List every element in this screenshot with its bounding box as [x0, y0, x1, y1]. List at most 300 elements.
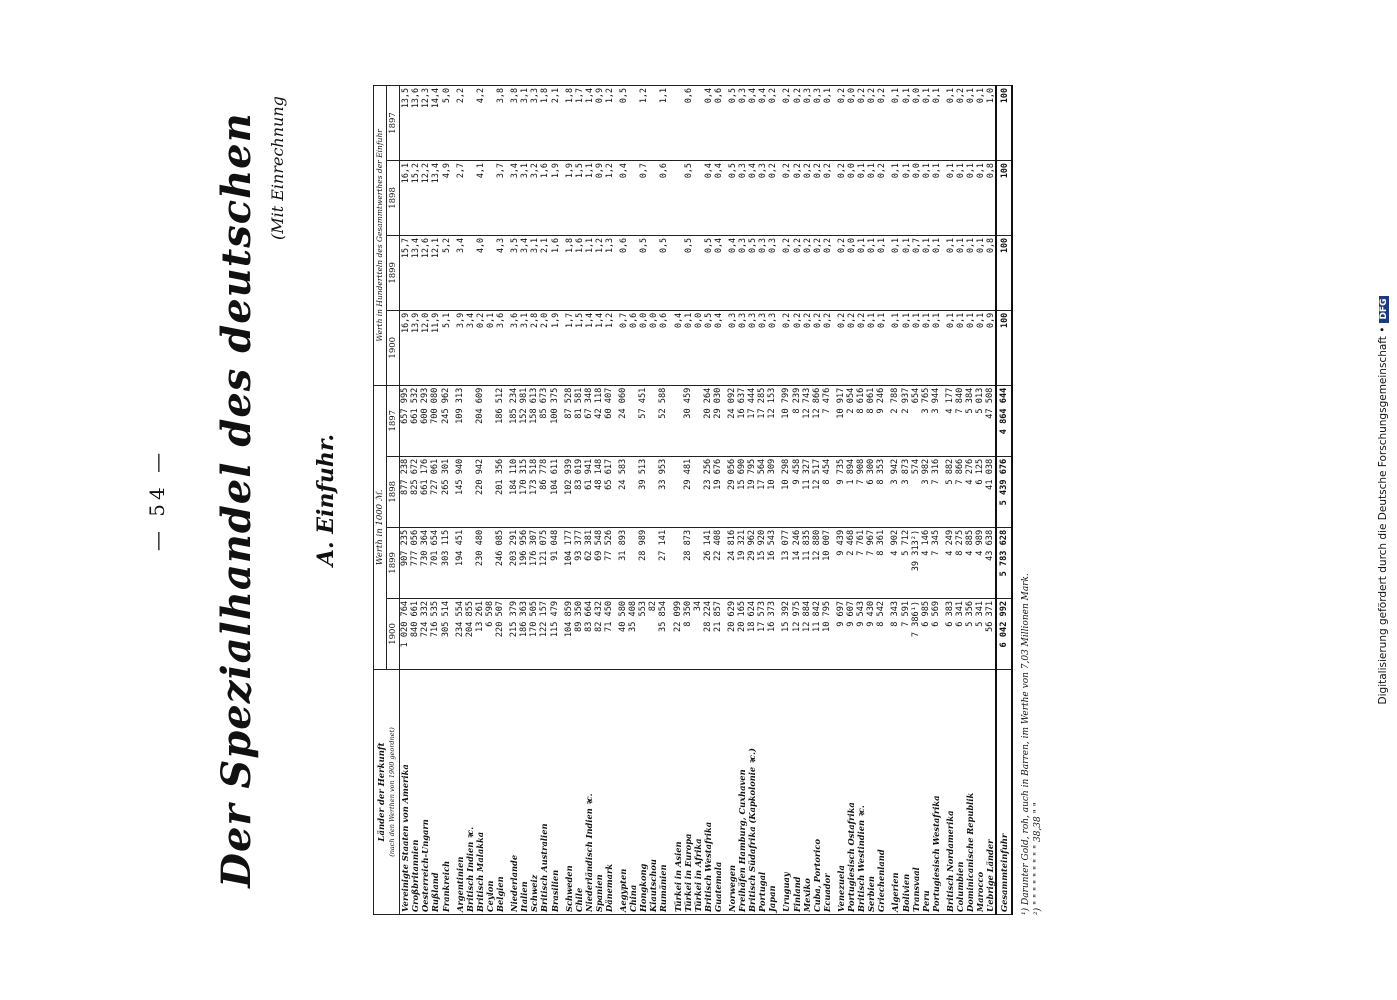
table-row [921, 86, 931, 915]
value-cell [465, 385, 475, 456]
value-cell: 716 535 [430, 598, 440, 669]
table-row [550, 86, 560, 915]
country-name: Britisch Australien [539, 670, 549, 915]
total-percent-cell: 100 [996, 235, 1012, 310]
value-cell: 13 077 [781, 527, 791, 598]
country-name: Columbien [955, 670, 965, 915]
value-cell: 77 526 [604, 527, 614, 598]
percent-cell: 1,2 [604, 310, 614, 385]
value-cell: 89 350 [574, 598, 584, 669]
value-group-header: Werth in 1000 ℳ. [374, 385, 387, 669]
value-cell: 15 392 [781, 598, 791, 669]
value-cell: 8 061 [866, 385, 876, 456]
value-cell: 657 995 [400, 385, 411, 456]
value-cell: 61 941 [584, 456, 594, 527]
value-cell: 47 508 [985, 385, 996, 456]
percent-cell: 13,4 [430, 161, 440, 236]
country-name: Britisch Westindien ꝛc. [856, 670, 866, 915]
value-cell [673, 456, 683, 527]
percent-cell: 0,0 [846, 235, 856, 310]
value-cell: 8 239 [792, 385, 802, 456]
country-name: Rumänien [658, 670, 668, 915]
percent-cell: 3,4 [455, 235, 465, 310]
percent-cell: 0,2 [802, 310, 812, 385]
table-row [584, 86, 594, 915]
table-row [618, 86, 628, 915]
value-cell: 28 224 [703, 598, 713, 669]
total-value-cell: 4 864 644 [996, 385, 1012, 456]
percent-cell: 0,3 [737, 235, 747, 310]
percent-cell: 4,9 [441, 161, 451, 236]
value-cell: 85 673 [539, 385, 549, 456]
percent-cell: 0,2 [856, 86, 866, 161]
percent-cell: 0,3 [767, 310, 777, 385]
percent-cell: 1,8 [539, 86, 549, 161]
percent-cell: 0,1 [890, 161, 900, 236]
percent-cell: 0,0 [648, 310, 658, 385]
value-cell: 86 778 [539, 456, 549, 527]
table-row [594, 86, 604, 915]
value-cell: 56 371 [985, 598, 996, 669]
value-cell: 8 361 [876, 527, 886, 598]
percent-cell: 13,5 [400, 86, 411, 161]
country-name: Großbritannien [410, 670, 420, 915]
table-row [985, 86, 996, 915]
percent-cell: 0,2 [802, 235, 812, 310]
percent-cell: 1,2 [604, 86, 614, 161]
percent-cell: 0,2 [781, 161, 791, 236]
year-header: 1900 [387, 598, 400, 669]
percent-cell: 3,1 [529, 235, 539, 310]
country-name: Belgien [495, 670, 505, 915]
percent-cell: 3,8 [495, 86, 505, 161]
value-cell: 8 275 [955, 527, 965, 598]
country-name: Türkei in Afrika [693, 670, 703, 915]
value-cell: 4 249 [945, 527, 955, 598]
percent-cell: 0,0 [693, 310, 703, 385]
table-row [509, 86, 519, 915]
percent-cell: 0,2 [792, 161, 802, 236]
country-name: Portugal [757, 670, 767, 915]
percent-cell: 0,4 [703, 161, 713, 236]
percent-cell: 2,8 [529, 310, 539, 385]
percent-cell: 0,1 [921, 86, 931, 161]
value-cell: 3 765 [921, 385, 931, 456]
percent-cell: 0,3 [757, 161, 767, 236]
value-cell: 724 332 [420, 598, 430, 669]
value-cell: 145 940 [455, 456, 465, 527]
value-cell: 83 664 [584, 598, 594, 669]
total-percent-cell: 100 [996, 161, 1012, 236]
percent-cell: 0,1 [921, 161, 931, 236]
percent-cell [673, 86, 683, 161]
page-subtitle: (Mit Einrechnung [268, 96, 287, 240]
percent-cell [628, 86, 638, 161]
country-name: Türkei in Europa [683, 670, 693, 915]
percent-cell: 0,1 [955, 161, 965, 236]
percent-cell: 1,4 [584, 310, 594, 385]
value-cell: 20 629 [727, 598, 737, 669]
value-cell: 12 975 [792, 598, 802, 669]
percent-cell: 3,9 [455, 310, 465, 385]
percent-cell: 3,4 [465, 310, 475, 385]
page-title: Der Spezialhandel des deutschen [213, 112, 260, 888]
table-row [574, 86, 584, 915]
value-cell: 4 177 [945, 385, 955, 456]
percent-cell [485, 161, 495, 236]
country-name: Kiautschou [648, 670, 658, 915]
value-cell [648, 456, 658, 527]
percent-cell: 0,1 [866, 310, 876, 385]
value-cell: 19 676 [713, 456, 723, 527]
percent-cell: 3,3 [529, 86, 539, 161]
year-header: 1899 [387, 527, 400, 598]
value-cell: 39 513 [638, 456, 648, 527]
value-cell: 69 548 [594, 527, 604, 598]
total-value-cell: 5 439 676 [996, 456, 1012, 527]
total-label: Gesammteinfuhr [996, 670, 1012, 915]
percent-cell: 0,2 [836, 235, 846, 310]
country-name: Guatemala [713, 670, 723, 915]
percent-cell: 0,1 [965, 161, 975, 236]
value-cell: 305 514 [441, 598, 451, 669]
percent-cell [673, 235, 683, 310]
percent-cell: 13,9 [410, 310, 420, 385]
value-cell [628, 527, 638, 598]
percent-cell: 11,9 [430, 310, 440, 385]
value-cell: 265 301 [441, 456, 451, 527]
value-cell: 3 942 [890, 456, 900, 527]
value-cell: 2 468 [846, 527, 856, 598]
value-cell: 10 309 [767, 456, 777, 527]
value-cell: 9 439 [836, 527, 846, 598]
percent-cell: 0,2 [812, 235, 822, 310]
percent-cell: 0,3 [747, 310, 757, 385]
percent-cell: 0,1 [965, 86, 975, 161]
percent-cell: 1,6 [574, 235, 584, 310]
percent-cell: 0,3 [757, 310, 767, 385]
percent-cell [693, 235, 703, 310]
country-name: Japan [767, 670, 777, 915]
country-name: Dominicanische Republik [965, 670, 975, 915]
percent-cell: 0,2 [475, 310, 485, 385]
percent-cell: 0,8 [985, 161, 996, 236]
value-cell: 20 264 [703, 385, 713, 456]
percent-cell: 0,1 [890, 235, 900, 310]
country-name: Mexiko [802, 670, 812, 915]
percent-cell: 12,1 [430, 235, 440, 310]
percent-cell: 0,6 [618, 235, 628, 310]
value-cell: 3 982 [921, 456, 931, 527]
table-row [475, 86, 485, 915]
table-row [658, 86, 668, 915]
percent-cell: 0,1 [876, 235, 886, 310]
value-cell: 204 855 [465, 598, 475, 669]
percent-cell [465, 86, 475, 161]
value-cell: 4 902 [890, 527, 900, 598]
country-name: Marocco [975, 670, 985, 915]
table-row [703, 86, 713, 915]
value-cell: 71 450 [604, 598, 614, 669]
percent-cell: 12,0 [420, 310, 430, 385]
value-cell: 31 893 [618, 527, 628, 598]
value-cell: 16 373 [767, 598, 777, 669]
value-cell: 777 056 [410, 527, 420, 598]
value-cell: 121 075 [539, 527, 549, 598]
percent-cell: 0,2 [822, 310, 832, 385]
percent-cell: 4,2 [475, 86, 485, 161]
percent-cell: 0,1 [856, 235, 866, 310]
value-cell: 122 157 [539, 598, 549, 669]
value-cell: 93 377 [574, 527, 584, 598]
value-cell: 10 298 [781, 456, 791, 527]
country-name: Portugiesisch Westafrika [931, 670, 941, 915]
value-cell: 661 532 [410, 385, 420, 456]
percent-cell: 1,1 [658, 86, 668, 161]
value-cell [485, 456, 495, 527]
table-row [441, 86, 451, 915]
percent-cell: 1,0 [985, 86, 996, 161]
footnote-1: ¹) Darunter Gold, roh, auch in Barren, im Werthe von 7,03 Millionen Mark. [1021, 573, 1031, 915]
value-cell: 115 479 [550, 598, 560, 669]
table-row [747, 86, 757, 915]
value-cell: 102 939 [564, 456, 574, 527]
value-cell: 34 [693, 598, 703, 669]
table-row [628, 86, 638, 915]
table-row [420, 86, 430, 915]
country-name: Dänemark [604, 670, 614, 915]
percent-cell [693, 161, 703, 236]
percent-cell: 0,1 [955, 235, 965, 310]
table-row [673, 86, 683, 915]
percent-cell: 0,1 [975, 310, 985, 385]
percent-cell: 12,6 [420, 235, 430, 310]
value-cell: 13 261 [475, 598, 485, 669]
percent-cell: 0,1 [965, 310, 975, 385]
percent-cell: 0,1 [911, 310, 921, 385]
value-cell: 6 569 [931, 598, 941, 669]
value-cell: 22 408 [713, 527, 723, 598]
value-cell: 6 985 [921, 598, 931, 669]
value-cell: 24 816 [727, 527, 737, 598]
percent-cell: 0,6 [683, 86, 693, 161]
percent-cell: 0,1 [931, 86, 941, 161]
country-name: Uruguay [781, 670, 791, 915]
percent-cell: 0,1 [975, 161, 985, 236]
total-percent-cell: 100 [996, 86, 1012, 161]
table-body [400, 86, 1013, 915]
country-name: Britisch Nordamerika [945, 670, 955, 915]
value-cell: 9 246 [876, 385, 886, 456]
percent-cell: 0,2 [781, 310, 791, 385]
table-row [485, 86, 495, 915]
value-cell: 8 616 [856, 385, 866, 456]
country-name: Argentinien [455, 670, 465, 915]
percent-cell: 3,4 [509, 161, 519, 236]
percent-cell [648, 86, 658, 161]
country-name: Portugiesisch Ostafrika [846, 670, 856, 915]
value-cell: 24 092 [727, 385, 737, 456]
country-name: Cuba, Portorico [812, 670, 822, 915]
country-name: Britisch Südafrika (Kapkolonie ꝛc.) [747, 670, 757, 915]
country-name: Niederlande [509, 670, 519, 915]
value-cell: 170 315 [519, 456, 529, 527]
table-row [822, 86, 832, 915]
percent-cell [648, 161, 658, 236]
table-row [812, 86, 822, 915]
table-row [965, 86, 975, 915]
value-cell: 201 356 [495, 456, 505, 527]
value-cell: 83 019 [574, 456, 584, 527]
country-name: Finland [792, 670, 802, 915]
value-cell: 8 350 [683, 598, 693, 669]
value-cell: 8 343 [890, 598, 900, 669]
year-header: 1897 [387, 86, 400, 161]
percent-cell: 16,9 [400, 310, 411, 385]
value-cell: 48 148 [594, 456, 604, 527]
percent-cell: 1,2 [594, 235, 604, 310]
value-cell: 8 353 [876, 456, 886, 527]
value-cell: 9 458 [792, 456, 802, 527]
percent-cell: 0,1 [945, 235, 955, 310]
table-row [931, 86, 941, 915]
value-cell [693, 385, 703, 456]
percent-cell: 0,2 [955, 86, 965, 161]
percent-cell: 3,4 [519, 235, 529, 310]
percent-cell: 0,2 [876, 86, 886, 161]
value-cell: 43 638 [985, 527, 996, 598]
percent-cell: 0,1 [890, 86, 900, 161]
value-cell: 6 383 [945, 598, 955, 669]
percent-cell: 0,2 [866, 86, 876, 161]
percent-cell: 0,1 [931, 310, 941, 385]
percent-cell: 0,4 [757, 86, 767, 161]
percent-cell [485, 86, 495, 161]
trade-table [373, 85, 1013, 915]
percent-cell: 0,1 [921, 235, 931, 310]
table-row [604, 86, 614, 915]
table-row [519, 86, 529, 915]
value-cell [465, 456, 475, 527]
value-cell: 60 407 [604, 385, 614, 456]
percent-cell: 0,8 [985, 235, 996, 310]
table-row [802, 86, 812, 915]
percent-cell: 2,7 [455, 161, 465, 236]
dfg-logo: DFG [1379, 296, 1389, 323]
year-header: 1898 [387, 161, 400, 236]
value-cell: 825 672 [410, 456, 420, 527]
percent-cell: 1,4 [584, 86, 594, 161]
footnote-2: ²) " " " " " " " " " 38,38 " " [1033, 802, 1043, 915]
value-cell [485, 385, 495, 456]
value-cell: 27 141 [658, 527, 668, 598]
value-cell: 24 583 [618, 456, 628, 527]
percent-cell: 0,5 [618, 86, 628, 161]
country-name: Rußland [430, 670, 440, 915]
value-cell: 5 712 [901, 527, 911, 598]
value-cell: 24 060 [618, 385, 628, 456]
value-cell: 26 141 [703, 527, 713, 598]
country-name: Freihäfen Hamburg, Cuxhaven [737, 670, 747, 915]
percent-cell: 0,2 [836, 161, 846, 236]
percent-cell: 15,2 [410, 161, 420, 236]
percent-cell: 12,2 [420, 161, 430, 236]
country-name: Türkei in Asien [673, 670, 683, 915]
percent-cell: 0,2 [767, 86, 777, 161]
percent-cell: 0,5 [727, 86, 737, 161]
value-cell: 185 234 [509, 385, 519, 456]
percent-cell: 0,1 [931, 235, 941, 310]
value-cell [628, 456, 638, 527]
value-cell: 574 [911, 456, 921, 527]
table-row [465, 86, 475, 915]
percent-cell: 0,5 [658, 235, 668, 310]
percent-cell: 0,3 [737, 161, 747, 236]
value-cell: 17 285 [757, 385, 767, 456]
value-cell: 173 518 [529, 456, 539, 527]
country-name: Niederländisch Indien ꝛc. [584, 670, 594, 915]
table-row [693, 86, 703, 915]
value-cell: 11 835 [802, 527, 812, 598]
percent-cell: 0,1 [876, 310, 886, 385]
value-cell: 5 356 [965, 598, 975, 669]
table-row [856, 86, 866, 915]
total-value-cell: 5 783 628 [996, 527, 1012, 598]
value-cell [485, 527, 495, 598]
percent-cell: 1,7 [574, 86, 584, 161]
value-cell: 7 476 [822, 385, 832, 456]
value-cell: 700 080 [430, 385, 440, 456]
value-cell: 701 654 [430, 527, 440, 598]
percent-cell: 0,1 [856, 161, 866, 236]
value-cell: 230 480 [475, 527, 485, 598]
percent-cell: 0,6 [628, 310, 638, 385]
value-cell: 65 617 [604, 456, 614, 527]
value-cell: 109 313 [455, 385, 465, 456]
table-row [945, 86, 955, 915]
table-row [757, 86, 767, 915]
value-cell: 11 842 [812, 598, 822, 669]
value-cell: 7 866 [955, 456, 965, 527]
table-row [400, 86, 411, 915]
percent-cell: 0,2 [822, 235, 832, 310]
percent-cell: 0,1 [890, 310, 900, 385]
table-row [876, 86, 886, 915]
value-cell: 10 799 [781, 385, 791, 456]
percent-cell: 0,2 [876, 161, 886, 236]
percent-cell [465, 235, 475, 310]
year-header: 1899 [387, 235, 400, 310]
percent-cell: 14,4 [430, 86, 440, 161]
value-cell: 6 341 [955, 598, 965, 669]
value-cell: 5 384 [965, 385, 975, 456]
value-cell: 35 408 [628, 598, 638, 669]
value-cell: 10 795 [822, 598, 832, 669]
table-row [495, 86, 505, 915]
value-cell [693, 456, 703, 527]
percent-cell: 3,2 [529, 161, 539, 236]
value-cell: 1 020 764 [400, 598, 411, 669]
percent-cell: 0,1 [901, 235, 911, 310]
percent-cell [693, 86, 703, 161]
value-cell: 91 048 [550, 527, 560, 598]
table-row [792, 86, 802, 915]
value-cell: 661 176 [420, 456, 430, 527]
percent-cell [465, 161, 475, 236]
country-name: Serbien [866, 670, 876, 915]
value-cell: 215 379 [509, 598, 519, 669]
year-header: 1897 [387, 385, 400, 456]
